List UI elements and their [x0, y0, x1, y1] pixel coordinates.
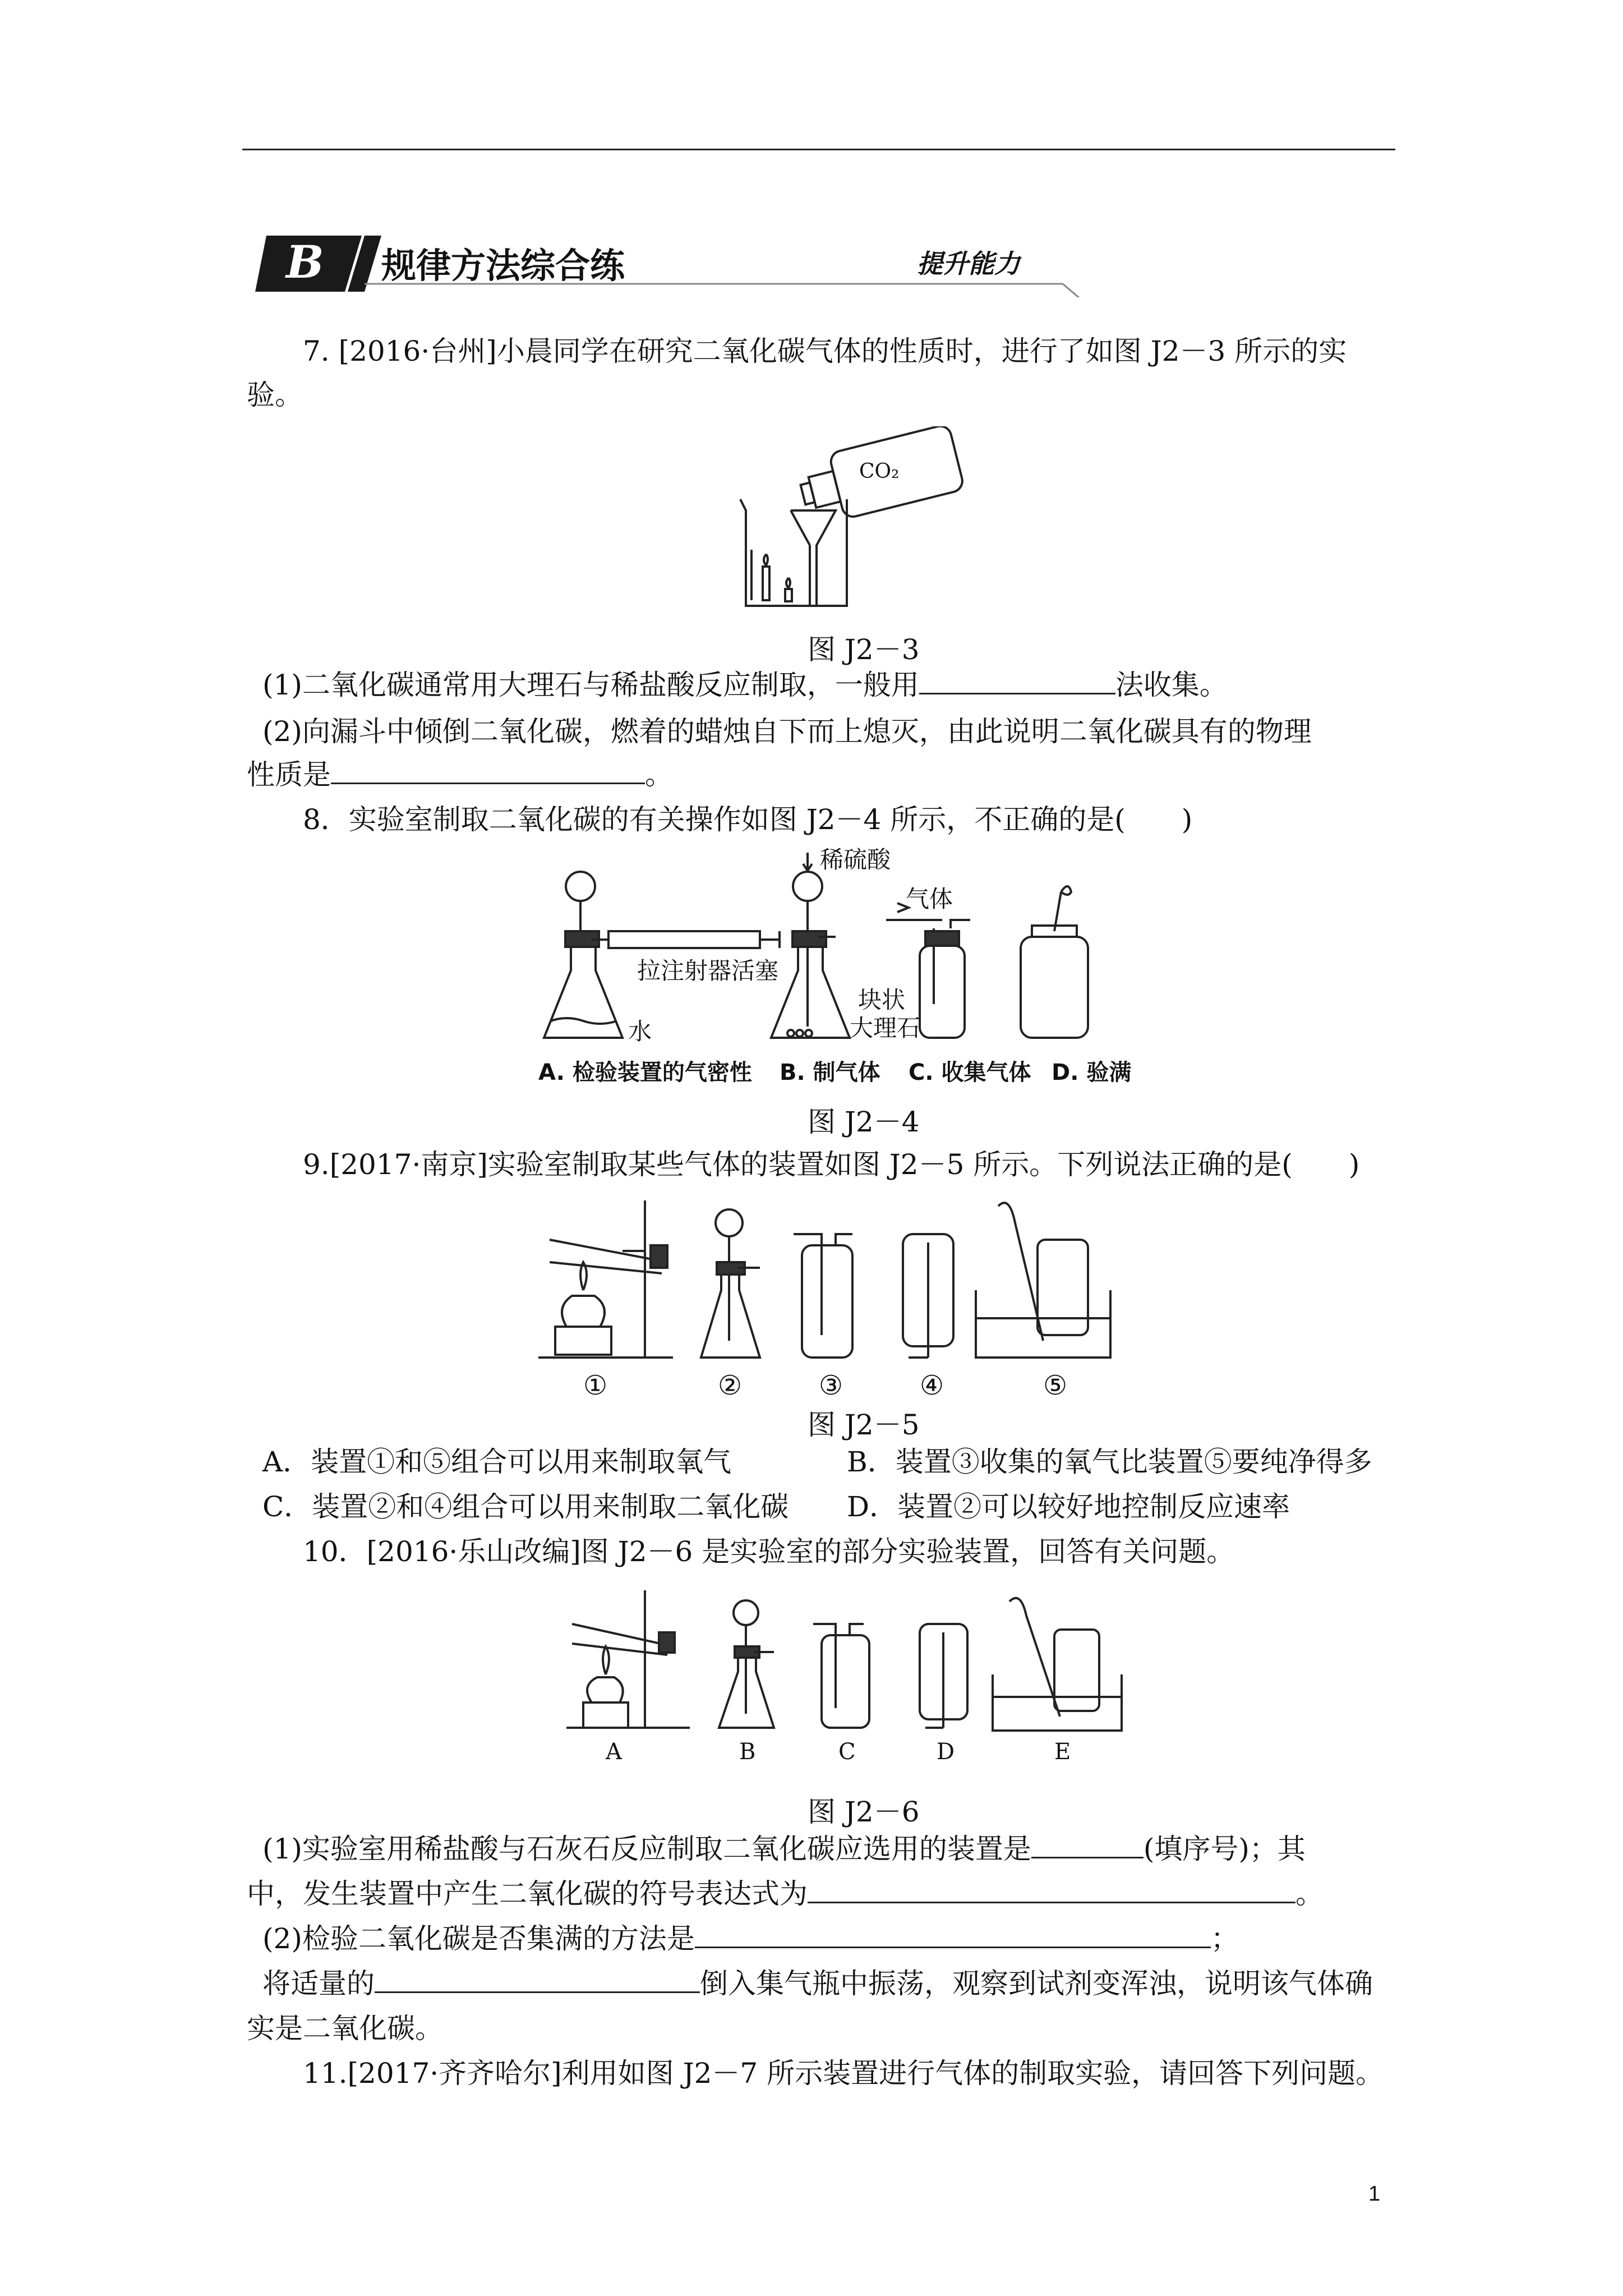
q7-stem-line2: 验。 [247, 379, 303, 411]
option-a-label: A. 检验装置的气密性 [538, 1060, 752, 1085]
q10-part1-blank[interactable] [1031, 1829, 1144, 1858]
q7-part1-pre: (1)二氧化碳通常用大理石与稀盐酸反应制取，一般用 [262, 669, 919, 701]
figure-j2-6 [561, 1585, 1127, 1770]
q10-part2-post: ； [1210, 1922, 1239, 1955]
label-apparatus-a: A [606, 1739, 622, 1765]
q10-part2-pre: (2)检验二氧化碳是否集满的方法是 [262, 1922, 695, 1955]
q11-stem: 11.[2017·齐齐哈尔]利用如图 J2－7 所示装置进行气体的制取实验，请回答下列问题。 [303, 2057, 1384, 2090]
section-tag: 提升能力 [917, 249, 1020, 279]
label-apparatus-b: B [739, 1739, 756, 1765]
label-gas: 气体 [906, 885, 953, 913]
q10-part1-pre: (1)实验室用稀盐酸与石灰石反应制取二氧化碳应选用的装置是 [262, 1833, 1031, 1865]
q10-part3-line2: 实是二氧化碳。 [247, 2012, 443, 2045]
q10-part1b-post: 。 [1295, 1878, 1324, 1910]
q7-part2-line2 [247, 754, 673, 795]
label-syringe: 拉注射器活塞 [637, 957, 779, 984]
q7-part2-blank[interactable] [331, 754, 645, 784]
label-apparatus-5: ⑤ [1043, 1370, 1068, 1401]
label-apparatus-4: ④ [920, 1370, 944, 1401]
caption-j2-3: 图 J2－3 [808, 633, 920, 666]
q10-part1-post: (填序号)；其 [1143, 1833, 1306, 1865]
q7-part2-line1: (2)向漏斗中倾倒二氧化碳，燃着的蜡烛自下而上熄灭，由此说明二氧化碳具有的物理 [262, 715, 1312, 748]
label-apparatus-3: ③ [819, 1370, 843, 1401]
page-number: 1 [1368, 2182, 1381, 2206]
q7-part2-post: 。 [645, 758, 673, 791]
section-title: 规律方法综合练 [381, 245, 625, 286]
caption-j2-6: 图 J2－6 [808, 1796, 920, 1828]
label-apparatus-d: D [937, 1739, 955, 1765]
figure-j2-4 [538, 847, 1155, 1094]
q10-part2-blank[interactable] [695, 1918, 1211, 1948]
q10-part2 [262, 1918, 1239, 1959]
q7-part1-blank[interactable] [919, 665, 1115, 694]
q10-part3 [262, 1963, 1373, 2004]
q10-part3-blank[interactable] [375, 1963, 700, 1993]
option-c-label: C. 收集气体 [909, 1060, 1031, 1085]
q10-part1b-pre: 中，发生装置中产生二氧化碳的符号表达式为 [247, 1878, 808, 1910]
option-d-label: D. 验满 [1052, 1060, 1132, 1085]
label-water: 水 [628, 1018, 652, 1045]
q9-option-a: A．装置①和⑤组合可以用来制取氧气 [262, 1446, 732, 1478]
label-apparatus-c: C [838, 1739, 856, 1765]
q7-stem-line1: 7. [2016·台州]小晨同学在研究二氧化碳气体的性质时，进行了如图 J2－3 所示的实 [303, 335, 1347, 367]
q9-option-d: D．装置②可以较好地控制反应速率 [847, 1490, 1290, 1523]
q10-stem: 10．[2016·乐山改编]图 J2－6 是实验室的部分实验装置，回答有关问题。 [303, 1535, 1235, 1568]
label-apparatus-2: ② [718, 1370, 743, 1401]
label-apparatus-1: ① [583, 1370, 608, 1401]
q10-part1-line2 [247, 1874, 1324, 1914]
figure-j2-5 [538, 1189, 1133, 1414]
figure-j2-3-co2-label: CO₂ [859, 460, 900, 483]
q10-part3-pre: 将适量的 [262, 1967, 375, 2000]
figure-j2-3 [729, 426, 965, 617]
q9-option-c: C．装置②和④组合可以用来制取二氧化碳 [262, 1490, 789, 1523]
q8-stem: 8．实验室制取二氧化碳的有关操作如图 J2－4 所示，不正确的是( ) [303, 803, 1193, 836]
header-rule [242, 149, 1395, 150]
caption-j2-5: 图 J2－5 [808, 1409, 920, 1441]
section-banner [255, 230, 1096, 297]
q9-stem: 9.[2017·南京]实验室制取某些气体的装置如图 J2－5 所示。下列说法正确的是( ) [303, 1148, 1360, 1181]
label-marble2: 大理石 [850, 1014, 921, 1042]
q10-part1 [262, 1829, 1306, 1869]
q7-part1 [262, 665, 1228, 705]
q10-part3-post: 倒入集气瓶中振荡，观察到试剂变浑浊，说明该气体确 [700, 1967, 1373, 2000]
option-b-label: B. 制气体 [780, 1060, 880, 1085]
q10-equation-blank[interactable] [808, 1874, 1295, 1903]
q7-part2-pre: 性质是 [247, 758, 331, 791]
badge-letter: B [286, 236, 324, 288]
label-apparatus-e: E [1054, 1739, 1071, 1765]
caption-j2-4: 图 J2－4 [808, 1106, 920, 1138]
q9-option-b: B．装置③收集的氧气比装置⑤要纯净得多 [847, 1446, 1372, 1478]
label-marble1: 块状 [858, 986, 906, 1014]
q7-part1-post: 法收集。 [1115, 669, 1228, 701]
label-acid: 稀硫酸 [820, 846, 891, 873]
